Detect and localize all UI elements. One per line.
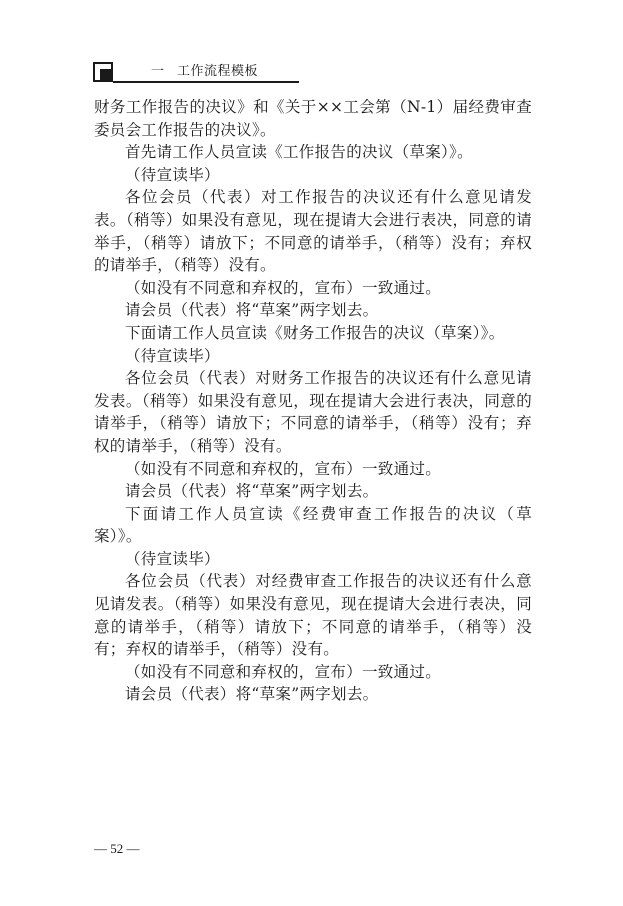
paragraph: 下面请工作人员宣读《经费审查工作报告的决议（草案）》。 bbox=[94, 504, 532, 546]
paragraph: 请会员（代表）将“草案”两字划去。 bbox=[125, 482, 379, 501]
header-rule bbox=[113, 81, 299, 83]
paragraph: （如没有不同意和弃权的，宣布）一致通过。 bbox=[125, 662, 442, 681]
header-title: 工作流程模板 bbox=[177, 64, 259, 79]
running-header bbox=[93, 56, 299, 86]
paragraph: （如没有不同意和弃权的，宣布）一致通过。 bbox=[125, 278, 442, 297]
paragraph: （待宣读毕） bbox=[125, 165, 220, 184]
paragraph: 请会员（代表）将“草案”两字划去。 bbox=[125, 301, 379, 320]
chapter-mark-icon bbox=[93, 62, 113, 82]
paragraph-continued: 财务工作报告的决议》和《关于××工会第（N-1）届经费审查委员会工作报告的决议》。 bbox=[94, 98, 532, 139]
paragraph: 各位会员（代表）对经费审查工作报告的决议还有什么意见请发表。（稍等）如果没有意见，现在提请大会进行表决，同意的请举手，（稍等）请放下；不同意的请举手，（稍等）没有；弃权的请举手，（稍等）没有。 bbox=[94, 572, 532, 659]
paragraph: 下面请工作人员宣读《财务工作报告的决议（草案）》。 bbox=[125, 323, 505, 342]
header-dash: 一 bbox=[151, 64, 165, 79]
paragraph: （待宣读毕） bbox=[125, 346, 220, 365]
body-text bbox=[94, 96, 532, 706]
paragraph: 各位会员（代表）对财务工作报告的决议还有什么意见请发表。（稍等）如果没有意见，现在提请大会进行表决，同意的请举手，（稍等）请放下；不同意的请举手，（稍等）没有；弃权的请举手，（稍等）没有。 bbox=[94, 369, 532, 455]
paragraph: （如没有不同意和弃权的，宣布）一致通过。 bbox=[125, 459, 442, 478]
paragraph: （待宣读毕） bbox=[125, 549, 220, 568]
page-number: — 52 — bbox=[94, 841, 140, 856]
paragraph: 首先请工作人员宣读《工作报告的决议（草案）》。 bbox=[125, 143, 473, 162]
paragraph: 请会员（代表）将“草案”两字划去。 bbox=[125, 685, 379, 704]
paragraph: 各位会员（代表）对工作报告的决议还有什么意见请发表。（稍等）如果没有意见，现在提请大会进行表决，同意的请举手，（稍等）请放下；不同意的请举手，（稍等）没有；弃权的请举手，（稍等）没有。 bbox=[94, 188, 532, 275]
